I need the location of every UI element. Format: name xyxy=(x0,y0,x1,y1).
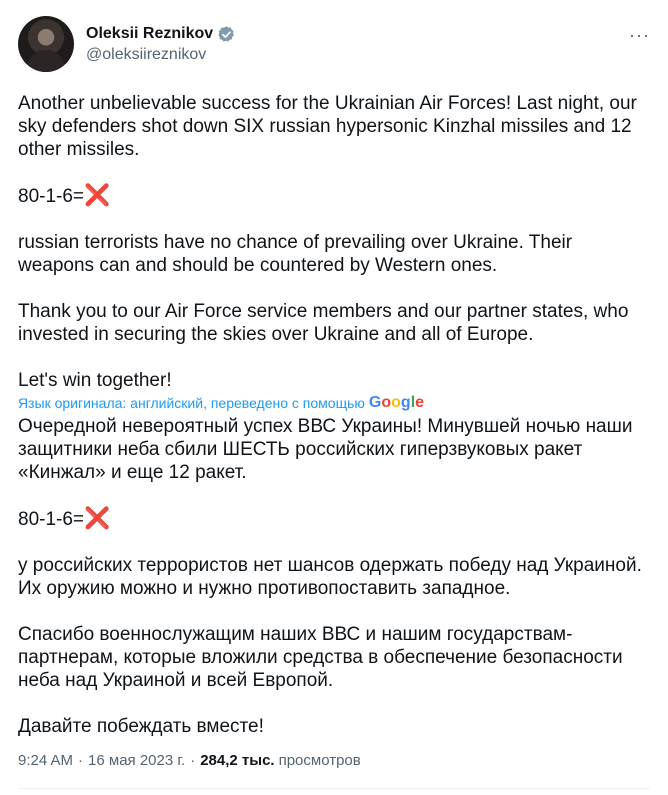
separator: · xyxy=(190,752,196,769)
google-logo: Google xyxy=(368,394,425,411)
cross-mark-icon: ❌ xyxy=(84,184,111,207)
original-paragraph-5: Let's win together! xyxy=(18,370,172,391)
tweet-header xyxy=(18,14,650,74)
original-paragraph-2: 80-1-6=❌ xyxy=(18,184,111,207)
tweet-meta xyxy=(18,752,361,769)
views-count[interactable]: 284,2 тыс. xyxy=(200,752,275,769)
verified-badge-icon xyxy=(217,25,236,44)
translated-paragraph-2: 80-1-6=❌ xyxy=(18,507,111,530)
name-row xyxy=(86,25,236,44)
translation-note[interactable] xyxy=(18,394,650,412)
translated-paragraph-5: Давайте побеждать вместе! xyxy=(18,716,264,737)
views-label: просмотров xyxy=(278,752,361,769)
cross-mark-icon: ❌ xyxy=(84,507,111,530)
translated-paragraph-1: Очередной невероятный успех ВВС Украины! Минувшей ночью наши защитники неба сбили ШЕСТЬ российских гиперзвуковых ракет «Кинжал» и еще 12 ракет. xyxy=(18,416,638,483)
display-name[interactable]: Oleksii Reznikov xyxy=(86,25,214,42)
more-options-icon[interactable]: ··· xyxy=(629,25,650,45)
translated-paragraph-4: Спасибо военнослужащим наших ВВС и нашим государствам-партнерам, которые вложили средства в обеспечение безопасности неба над Украиной и всей Европой. xyxy=(18,624,628,691)
tweet-time[interactable]: 9:24 AM xyxy=(18,752,74,769)
translated-paragraph-3: у российских террористов нет шансов одержать победу над Украиной. Их оружию можно и нужно противопоставить западное. xyxy=(18,555,648,599)
avatar[interactable] xyxy=(18,16,74,72)
original-paragraph-4: Thank you to our Air Force service members and our partner states, who invested in securing the skies over Ukraine and all of Europe. xyxy=(18,301,634,345)
handle[interactable]: @oleksiireznikov xyxy=(86,45,207,63)
original-paragraph-1: Another unbelievable success for the Ukrainian Air Forces! Last night, our sky defenders shot down SIX russian hypersonic Kinzhal missiles and 12 other missiles. xyxy=(18,93,643,160)
divider xyxy=(18,788,650,789)
tweet-date[interactable]: 16 мая 2023 г. xyxy=(88,752,186,769)
author-names xyxy=(86,25,236,64)
separator: · xyxy=(78,752,84,769)
original-paragraph-3: russian terrorists have no chance of prevailing over Ukraine. Their weapons can and should be countered by Western ones. xyxy=(18,232,578,276)
translation-note-text[interactable]: Язык оригинала: английский, переведено с помощью xyxy=(18,395,365,411)
tweet-body xyxy=(18,92,650,738)
